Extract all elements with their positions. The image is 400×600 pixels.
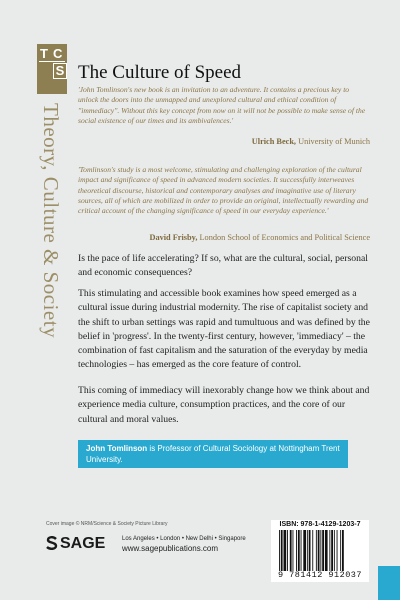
endorser-affiliation-2: London School of Economics and Political Science — [199, 233, 370, 242]
endorsement-attribution-2 — [78, 233, 370, 242]
sage-logo-icon — [46, 536, 58, 550]
blurb-paragraph-2: This stimulating and accessible book examines how speed emerged as a cultural issue during industrial modernity. The rise of capitalist society and the shift to urban settings was rapid and tumultuous and was defined by the belief in 'progress'. In the twenty-first century, however, 'immediacy' – the combination of fast capitalism and the saturation of the everyday by media technologies – has emerged as the core feature of control. — [78, 288, 370, 371]
isbn-number: ISBN: 978-1-4129-1203-7 — [279, 521, 361, 528]
logo-rule — [39, 61, 65, 62]
logo-letter-c: C — [53, 46, 63, 61]
barcode-digits: 9 781412 912037 — [277, 570, 362, 580]
publisher-cities: Los Angeles • London • New Delhi • Singapore — [122, 536, 246, 542]
book-title: The Culture of Speed — [78, 62, 242, 83]
author-bio: is Professor of Cultural Sociology at Nottingham Trent University. — [86, 444, 340, 464]
author-name: John Tomlinson — [86, 444, 148, 453]
publisher-name: SAGE — [60, 535, 106, 552]
isbn-barcode — [271, 520, 369, 582]
endorsement-quote-1: 'John Tomlinson's new book is an invitation to an adventure. It contains a precious key to unlock the doors into the unmapped and unexplored cultural and ethical condition of ''immediacy''. Without this key concept from now on it will not be possible to make sense of the social existence of our times and its ambivalences.' — [78, 85, 366, 125]
author-bio-box — [78, 440, 348, 468]
blurb-paragraph-3: This coming of immediacy will inexorably change how we think about and experience media culture, consumption practices, and the core of our cultural and moral values. — [78, 385, 370, 425]
series-title: Theory, Culture & Society — [39, 103, 63, 339]
color-swatch — [378, 566, 400, 600]
logo-letter-t: T — [40, 46, 48, 61]
blurb-paragraph-1: Is the pace of life accelerating? If so, what are the cultural, social, personal and economic consequences? — [78, 253, 368, 279]
endorser-name-1: Ulrich Beck, — [251, 137, 297, 146]
endorser-name-2: David Frisby, — [149, 233, 198, 242]
publisher-url: www.sagepublications.com — [122, 544, 219, 553]
logo-letter-s: S — [53, 63, 67, 79]
endorsement-quote-2: 'Tomlinson's study is a most welcome, stimulating and challenging exploration of the cultural impact and significance of speed in advanced modern societies. It successfully interweaves theoretical discourse, historical and contemporary analyses and imaginative use of literary sources, all of which are mobilized in order to provide an original, intellectually rewarding and critical account of the changing significance of speed in our everyday experience.' — [78, 165, 369, 216]
series-vertical-title — [37, 103, 67, 373]
series-logo — [37, 44, 67, 94]
endorser-affiliation-1: University of Munich — [298, 137, 370, 146]
endorsement-attribution-1 — [78, 137, 370, 146]
cover-credit: Cover image © NRM/Science & Society Picture Library — [46, 521, 168, 527]
